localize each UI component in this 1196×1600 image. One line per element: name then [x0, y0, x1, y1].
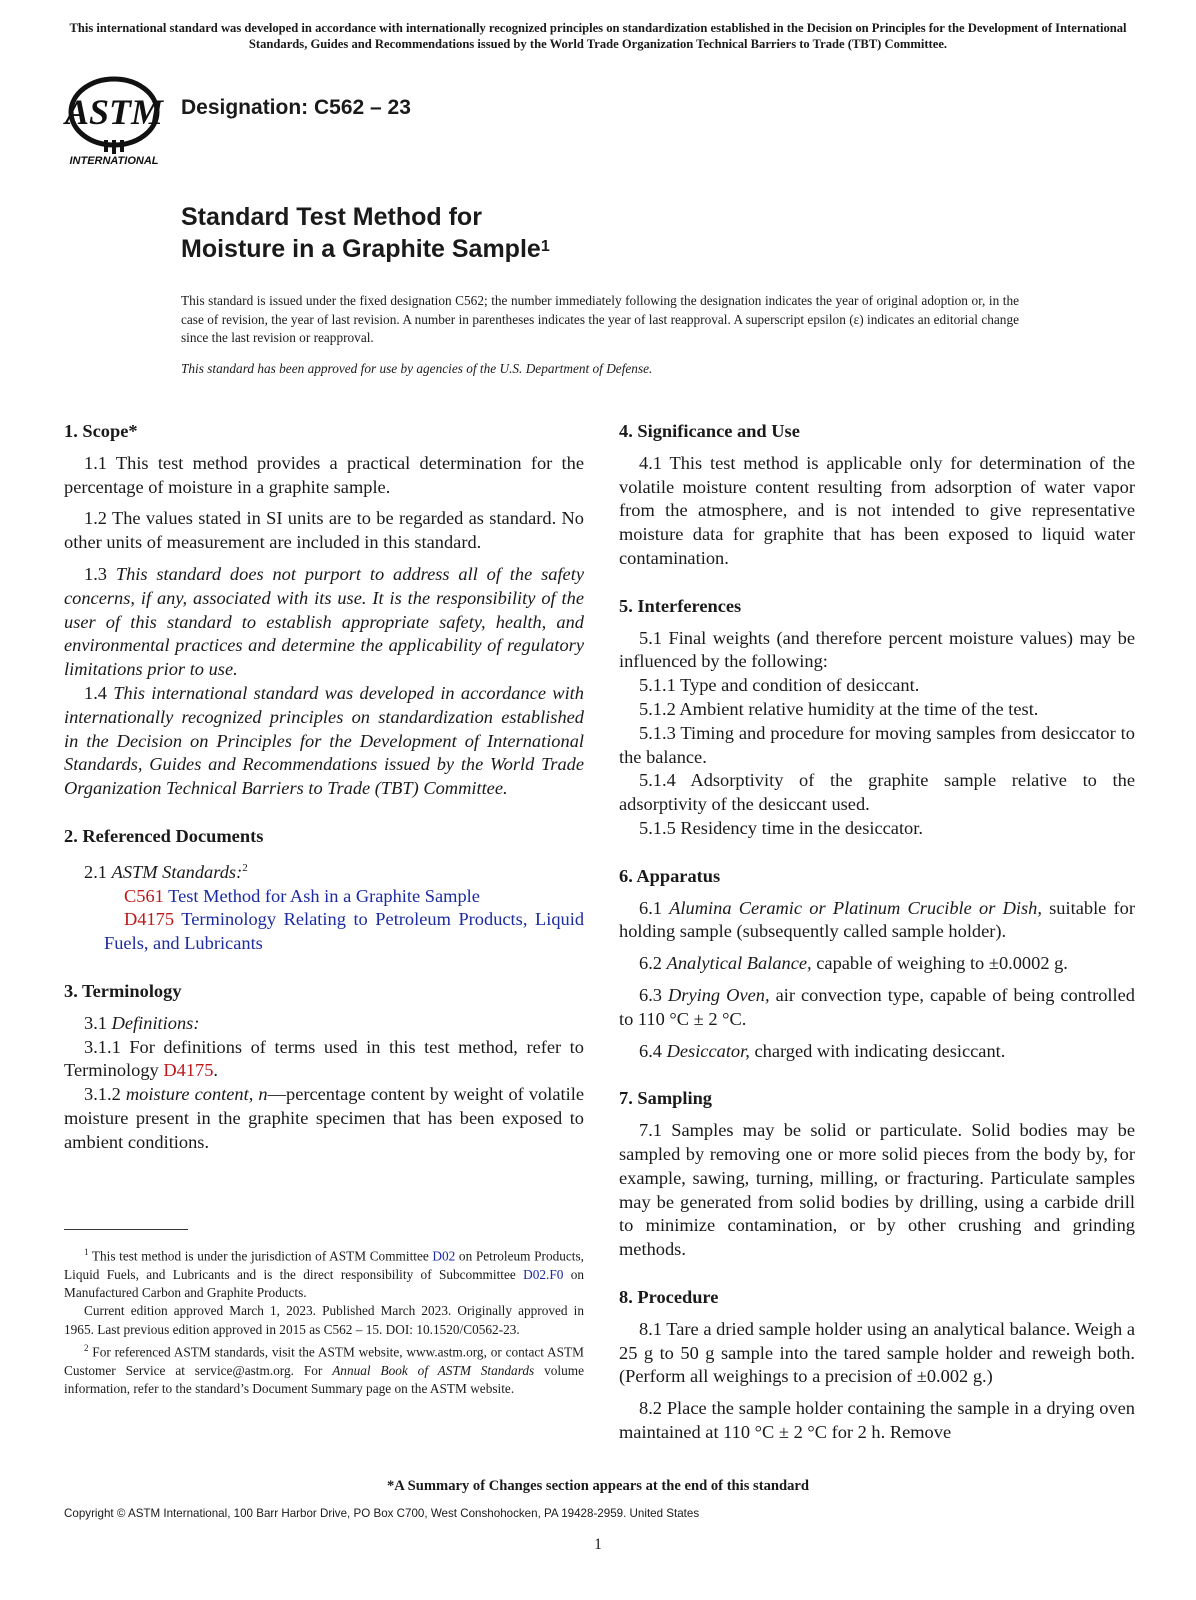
section-heading-sampling: 7. Sampling	[619, 1088, 713, 1109]
paragraph-6-4	[619, 1040, 1135, 1064]
paragraph-3-1	[64, 1012, 584, 1036]
paragraph-6-4-text: charged with indicating desiccant.	[749, 1040, 1006, 1061]
reference-id: C561	[124, 885, 164, 906]
paragraph-3-1-1-end: .	[213, 1060, 219, 1081]
paragraph-3-1-2-text: —percentage content by weight of volatile moisture present in the graphite specimen that has been exposed to ambient conditions.	[64, 1084, 585, 1152]
paragraph-1-4-text: This international standard was developed in accordance with internationally recognized principles on standardization established in the Decision on Principles for the Development of International Standards, Guides and Recommendations issued by the World Trade Organization Technical Barriers to Trade (TBT) Committee.	[64, 682, 584, 799]
paragraph-2-1	[64, 857, 584, 885]
paragraph-3-1-number: 3.1	[84, 1012, 112, 1033]
title-line-2	[181, 233, 550, 265]
footnote-mark-2: 2	[242, 861, 248, 874]
paragraph-5-1: 5.1 Final weights (and therefore percent moisture values) may be influenced by the following:	[619, 627, 1135, 672]
apparatus-term: Drying Oven,	[668, 984, 770, 1005]
paragraph-3-1-text: Definitions:	[111, 1012, 200, 1033]
paragraph-3-1-1-text: 3.1.1 For definitions of terms used in this test method, refer to Terminology	[64, 1036, 584, 1081]
footnote-2-text-b: volume information, refer to the standard’s Document Summary page on the ASTM website.	[64, 1362, 584, 1396]
footnote-1-mark: 1	[84, 1247, 89, 1257]
subcommittee-link-d02-f0[interactable]: D02.F0	[523, 1266, 564, 1282]
logo-lettering: ASTM	[64, 92, 164, 132]
astm-logo	[62, 70, 172, 168]
footnote-1	[64, 1243, 584, 1302]
section-heading-significance: 4. Significance and Use	[619, 421, 800, 441]
footnote-2-text: For referenced ASTM standards, visit the ASTM website, www.astm.org, or contact ASTM Customer Service at service@astm.org. For	[64, 1344, 584, 1378]
paragraph-3-1-2	[64, 1083, 584, 1154]
footnotes	[64, 1243, 584, 1398]
apparatus-term: Desiccator,	[666, 1040, 750, 1061]
paragraph-2-1-number: 2.1	[84, 861, 112, 882]
reference-id: D4175	[124, 909, 175, 930]
paragraph-2-1-text: ASTM Standards:	[111, 861, 243, 882]
paragraph-6-2-number: 6.2	[639, 953, 667, 974]
paragraph-7-1: 7.1 Samples may be solid or particulate. Solid bodies may be sampled by removing one or more solid pieces from the body by, for example, sawing, turning, milling, or fracturing. Particulate samples may be generated from solid bodies by drilling, using a carbide drill to minimize contamination, or by other crushing and grinding methods.	[619, 1120, 1135, 1260]
paragraph-1-3-text: This standard does not purport to address all of the safety concerns, if any, associated with its use. It is the responsibility of the user of this standard to establish appropriate safety, health, and environmental practices and determine the applicability of regulatory limitations prior to use.	[64, 563, 584, 680]
international-standard-notice: This international standard was developed in accordance with internationally recognized principles on standardization established in the Decision on Principles for the Development of International Standards, Guides and Recommendations issued by the World Trade Organization Technical Barriers to Trade (TBT) Committee.	[69, 21, 1127, 51]
section-heading-apparatus: 6. Apparatus	[619, 865, 721, 886]
paragraph-5-1-3: 5.1.3 Timing and procedure for moving samples from desiccator to the balance.	[619, 722, 1135, 767]
footnote-1-text-b: on Petroleum Products, Liquid Fuels, and Lubricants and is the direct responsibility of Subcommittee	[64, 1248, 584, 1282]
paragraph-6-2	[619, 952, 1135, 976]
footnote-2	[64, 1339, 584, 1398]
footnote-1-edition: Current edition approved March 1, 2023. Published March 2023. Originally approved in 1965. Last previous edition approved in 2015 as C562 – 15. DOI: 10.1520/C0562-23.	[64, 1303, 584, 1337]
logo-international: INTERNATIONAL	[69, 155, 159, 167]
paragraph-1-4-number: 1.4	[84, 682, 114, 703]
paragraph-6-2-text: capable of weighing to ±0.0002 g.	[811, 953, 1068, 974]
paragraph-5-1-1: 5.1.1 Type and condition of desiccant.	[639, 675, 920, 696]
paragraph-3-1-2-number: 3.1.2	[84, 1084, 126, 1105]
footnote-2-italic: Annual Book of ASTM Standards	[332, 1362, 535, 1378]
summary-of-changes-note: *A Summary of Changes section appears at the end of this standard	[386, 1478, 810, 1494]
astm-logo-icon	[62, 70, 172, 168]
section-heading-referenced-documents: 2. Referenced Documents	[64, 825, 264, 846]
left-column	[64, 420, 584, 1155]
paragraph-6-1-text: suitable for holding sample (subsequently called sample holder).	[619, 897, 1135, 942]
paragraph-1-2: 1.2 The values stated in SI units are to be regarded as standard. No other units of measurement are included in this standard.	[64, 508, 584, 553]
dod-approval: This standard has been approved for use by agencies of the U.S. Department of Defense.	[181, 361, 653, 376]
paragraph-5-1-5: 5.1.5 Residency time in the desiccator.	[639, 817, 923, 838]
right-column	[619, 420, 1135, 1445]
paragraph-1-4	[64, 682, 584, 801]
apparatus-term: Analytical Balance,	[666, 953, 812, 974]
reference-title: Test Method for Ash in a Graphite Sample	[168, 885, 480, 906]
paragraph-6-3-number: 6.3	[639, 984, 669, 1005]
paragraph-5-1-2: 5.1.2 Ambient relative humidity at the time of the test.	[639, 698, 1039, 719]
section-heading-procedure: 8. Procedure	[619, 1286, 719, 1307]
reference-link-d4175[interactable]	[64, 908, 584, 956]
paragraph-1-1: 1.1 This test method provides a practical determination for the percentage of moisture in a graphite sample.	[64, 452, 584, 497]
apparatus-term: Alumina Ceramic or Platinum Crucible or Dish,	[669, 897, 1042, 918]
paragraph-5-1-4: 5.1.4 Adsorptivity of the graphite sample relative to the adsorptivity of the desiccant used.	[619, 770, 1135, 815]
committee-link-d02[interactable]: D02	[432, 1248, 456, 1264]
footnote-rule	[64, 1229, 188, 1230]
paragraph-8-1: 8.1 Tare a dried sample holder using an analytical balance. Weigh a 25 g to 50 g sample into the tared sample holder and reweigh both. (Perform all weighings to a precision of ±0.002 g.)	[619, 1318, 1135, 1387]
paragraph-6-1-number: 6.1	[639, 897, 670, 918]
defined-term: moisture content, n	[125, 1084, 268, 1105]
title-line-1: Standard Test Method for	[181, 203, 482, 231]
footnote-1-text: This test method is under the jurisdiction of ASTM Committee	[88, 1248, 433, 1264]
reference-link-c561[interactable]	[64, 885, 584, 909]
section-heading-scope: 1. Scope*	[64, 421, 138, 441]
document-title	[181, 201, 550, 265]
terminology-link-d4175[interactable]: D4175	[163, 1060, 214, 1081]
reference-title: Terminology Relating to Petroleum Products, Liquid Fuels, and Lubricants	[104, 909, 585, 954]
page-number: 1	[594, 1536, 602, 1553]
section-heading-interferences: 5. Interferences	[619, 595, 742, 616]
paragraph-8-2: 8.2 Place the sample holder containing the sample in a drying oven maintained at 110 °C ± 2 °C for 2 h. Remove	[619, 1398, 1135, 1442]
section-heading-terminology: 3. Terminology	[64, 981, 182, 1002]
paragraph-6-1	[619, 897, 1135, 945]
paragraph-3-1-1	[64, 1036, 584, 1084]
paragraph-1-3	[64, 563, 584, 682]
designation: Designation: C562 – 23	[181, 96, 411, 119]
issuance-statement: This standard is issued under the fixed designation C562; the number immediately following the designation indicates the year of original adoption or, in the case of revision, the year of last revision. A number in parentheses indicates the year of last reapproval. A superscript epsilon (ε) indicates an editorial change since the last revision or reapproval.	[181, 293, 1019, 345]
paragraph-1-3-number: 1.3	[84, 563, 116, 584]
paragraph-4-1: 4.1 This test method is applicable only for determination of the volatile moisture content resulting from adsorption of water vapor from the atmosphere, and is not intended to give representative moisture data for graphite that has been exposed to liquid water contamination.	[619, 452, 1135, 568]
footnote-1-text-c: on Manufactured Carbon and Graphite Products.	[64, 1266, 584, 1301]
title-line-2-text: Moisture in a Graphite Sample	[181, 235, 541, 263]
copyright-notice: Copyright © ASTM International, 100 Barr Harbor Drive, PO Box C700, West Conshohocken, PA 19428-2959. United States	[64, 1507, 700, 1520]
footnote-2-mark: 2	[84, 1342, 89, 1353]
paragraph-6-3-text: air convection type, capable of being controlled to 110 °C ± 2 °C.	[619, 984, 1135, 1029]
paragraph-6-3	[619, 984, 1135, 1032]
paragraph-6-4-number: 6.4	[639, 1040, 667, 1061]
title-footnote-mark: 1	[540, 238, 550, 255]
